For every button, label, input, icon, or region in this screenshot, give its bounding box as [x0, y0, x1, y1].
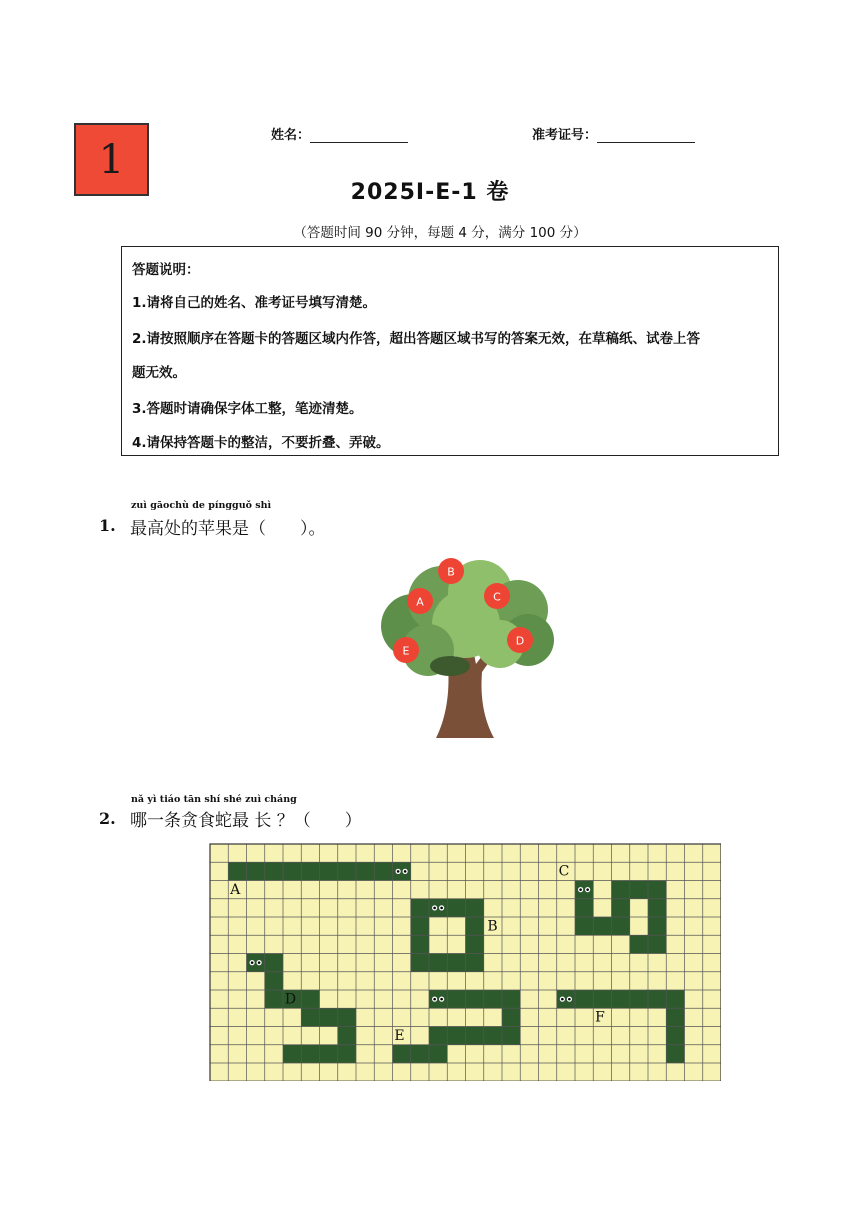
instruction-item-2-cont: 题无效。	[132, 365, 186, 381]
apple-a	[407, 588, 433, 614]
snake-d-segment	[265, 954, 283, 972]
snake-e-segment	[502, 1008, 520, 1026]
snake-e-segment	[393, 1045, 411, 1063]
snake-b-segment	[411, 899, 429, 917]
apple-c-label: C	[493, 590, 501, 604]
snake-b-segment	[429, 899, 447, 917]
apple-b-label: B	[447, 565, 455, 579]
snake-f-segment	[612, 990, 630, 1008]
snake-d-segment	[301, 990, 319, 1008]
paper-subtitle: （答题时间 90 分钟，每题 4 分，满分 100 分）	[293, 225, 587, 241]
name-label: 姓名：	[271, 128, 311, 143]
snake-label-d: D	[284, 991, 297, 1008]
snake-c-segment	[575, 899, 593, 917]
instruction-item-2	[132, 327, 772, 347]
apple-e-label: E	[402, 644, 410, 658]
snake-d-segment	[320, 1045, 338, 1063]
snake-e-segment	[429, 1027, 447, 1045]
snake-f-segment	[557, 990, 575, 1008]
snake-c-segment	[575, 881, 593, 899]
apple-c	[484, 583, 510, 609]
snake-f-segment	[666, 990, 684, 1008]
snake-d-segment	[265, 972, 283, 990]
snake-d-segment	[338, 1008, 356, 1026]
snake-a-segment	[356, 862, 374, 880]
snake-label-b: B	[487, 918, 498, 935]
snake-c-segment	[612, 881, 630, 899]
snake-b-segment	[466, 935, 484, 953]
apple-b	[438, 558, 464, 584]
instruction-item-1: 1.请将自己的姓名、准考证号填写清楚。	[132, 295, 377, 311]
snake-label-c: C	[558, 863, 570, 880]
snake-f-segment	[666, 1027, 684, 1045]
snake-c-segment	[630, 881, 648, 899]
snake-f-pupil	[568, 998, 571, 1001]
paper-title: 2025I-E-1 卷	[350, 180, 510, 205]
snake-a-segment	[393, 862, 411, 880]
snake-c-pupil	[579, 888, 582, 891]
snake-e-segment	[447, 990, 465, 1008]
snake-f-segment	[648, 990, 666, 1008]
snake-c-segment	[648, 881, 666, 899]
snake-grid	[209, 843, 721, 1081]
snake-b-segment	[466, 954, 484, 972]
snake-d-pupil	[258, 961, 261, 964]
snake-e-segment	[502, 990, 520, 1008]
snake-a-segment	[338, 862, 356, 880]
snake-e-pupil	[433, 998, 436, 1001]
snake-d-segment	[320, 1008, 338, 1026]
snake-e-segment	[429, 990, 447, 1008]
apple-tree-illustration	[368, 548, 564, 744]
snake-c-segment	[612, 917, 630, 935]
snake-c-segment	[648, 935, 666, 953]
snake-e-segment	[429, 1045, 447, 1063]
snake-a-segment	[265, 862, 283, 880]
snake-d-segment	[247, 954, 265, 972]
snake-e-segment	[484, 1027, 502, 1045]
snake-f-segment	[666, 1045, 684, 1063]
snake-label-e: E	[394, 1027, 405, 1044]
snake-b-segment	[429, 954, 447, 972]
snake-c-segment	[648, 899, 666, 917]
instruction-item-4: 4.请保持答题卡的整洁，不要折叠、弄破。	[132, 435, 390, 451]
q2-pinyin: nǎ yì tiáo tān shí shé zuì cháng	[131, 794, 297, 805]
apple-d-label: D	[515, 634, 525, 648]
snake-a-pupil	[397, 870, 400, 873]
snake-a-segment	[301, 862, 319, 880]
instructions-box	[121, 246, 779, 456]
snake-d-segment	[283, 1045, 301, 1063]
snake-e-segment	[466, 990, 484, 1008]
instructions-heading: 答题说明：	[132, 262, 200, 278]
q1-number: 1.	[99, 516, 116, 535]
snake-b-segment	[447, 954, 465, 972]
snake-b-segment	[447, 899, 465, 917]
snake-f-segment	[630, 990, 648, 1008]
snake-e-pupil	[440, 998, 443, 1001]
snake-c-segment	[630, 935, 648, 953]
exam-id-field[interactable]	[532, 124, 695, 143]
snake-b-segment	[466, 917, 484, 935]
snake-a-segment	[247, 862, 265, 880]
snake-c-segment	[612, 899, 630, 917]
q2-text: 哪一条贪食蛇最 长 ？（ ）	[130, 811, 362, 831]
snake-f-segment	[666, 1008, 684, 1026]
snake-label-a: A	[230, 881, 241, 898]
snake-a-segment	[228, 862, 246, 880]
snake-b-segment	[411, 935, 429, 953]
q1-text: 最高处的苹果是（ ）。	[130, 519, 326, 539]
apple-a-label: A	[416, 595, 424, 609]
snake-f-segment	[593, 990, 611, 1008]
snake-b-pupil	[433, 907, 436, 910]
snake-d-segment	[301, 1045, 319, 1063]
snake-d-pupil	[251, 961, 254, 964]
name-field[interactable]	[271, 124, 408, 143]
snake-c-segment	[593, 917, 611, 935]
snake-a-segment	[374, 862, 392, 880]
exam-id-label: 准考证号：	[532, 128, 598, 143]
snake-e-segment	[502, 1027, 520, 1045]
snake-b-segment	[411, 954, 429, 972]
name-blank[interactable]	[310, 128, 408, 143]
snake-d-segment	[265, 990, 283, 1008]
exam-id-blank[interactable]	[597, 128, 695, 143]
snake-e-segment	[466, 1027, 484, 1045]
snake-label-f: F	[595, 1009, 605, 1026]
snake-e-segment	[447, 1027, 465, 1045]
snake-a-segment	[320, 862, 338, 880]
snake-a-segment	[283, 862, 301, 880]
snake-d-segment	[301, 1008, 319, 1026]
snake-d-segment	[338, 1045, 356, 1063]
instruction-item-2-text: 2.请按照顺序在答题卡的答题区域内作答，超出答题区域书写的答案无效，	[132, 331, 579, 347]
snake-b-pupil	[440, 907, 443, 910]
apple-e	[393, 637, 419, 663]
snake-c-segment	[575, 917, 593, 935]
snake-c-pupil	[586, 888, 589, 891]
instruction-item-2-emphasis: 在草稿纸、试卷上答	[578, 331, 701, 347]
q1-pinyin: zuì gāochù de píngguǒ shì	[131, 500, 272, 511]
q2-number: 2.	[99, 809, 116, 828]
snake-c-segment	[648, 917, 666, 935]
snake-f-segment	[575, 990, 593, 1008]
instruction-item-3: 3.答题时请确保字体工整，笔迹清楚。	[132, 401, 363, 417]
snake-e-segment	[411, 1045, 429, 1063]
snake-b-segment	[466, 899, 484, 917]
snake-d-segment	[338, 1027, 356, 1045]
snake-f-pupil	[561, 998, 564, 1001]
snake-a-pupil	[404, 870, 407, 873]
snake-e-segment	[484, 990, 502, 1008]
page-number: 1	[98, 136, 125, 183]
apple-d	[507, 627, 533, 653]
snake-b-segment	[411, 917, 429, 935]
